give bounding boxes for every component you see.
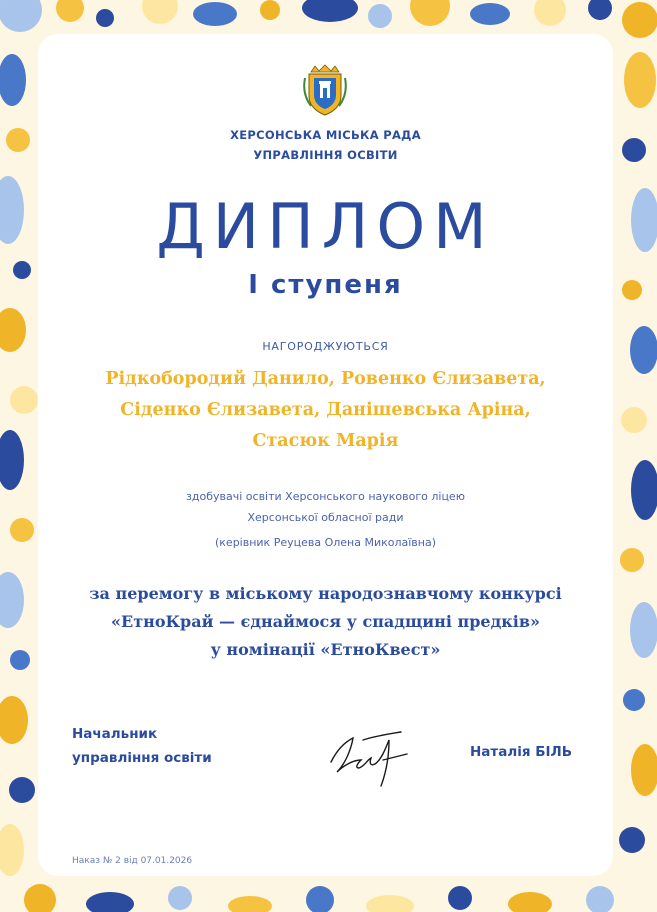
signatory-name: Наталія БІЛЬ <box>470 744 573 760</box>
students-description <box>38 486 613 528</box>
award-reason-line: у номінації «ЕтноКвест» <box>210 640 441 659</box>
signatory-title <box>72 722 212 770</box>
org-name-line2: УПРАВЛІННЯ ОСВІТИ <box>253 148 398 162</box>
students-description-line: Херсонської обласної ради <box>247 511 404 524</box>
signatory-title-line: Начальник <box>72 726 158 742</box>
award-reason-line: за перемогу в міському народознавчому конкурсі <box>89 584 562 603</box>
diploma-degree: І ступеня <box>248 270 403 300</box>
leader-text: (керівник Реуцева Олена Миколаївна) <box>214 536 437 549</box>
order-reference: Наказ № 2 від 07.01.2026 <box>72 856 193 866</box>
students-description-line: здобувачі освіти Херсонського наукового ліцею <box>186 490 465 503</box>
awardee-names-line: Стасюк Марія <box>252 431 399 451</box>
award-reason <box>48 580 603 664</box>
signatory-title-line: управління освіти <box>72 750 212 766</box>
awarded-label: НАГОРОДЖУЮТЬСЯ <box>262 340 389 353</box>
diploma-title: ДИПЛОМ <box>156 190 495 263</box>
kherson-coat-of-arms-icon <box>303 64 347 116</box>
diploma-card <box>38 34 613 876</box>
org-name-line1: ХЕРСОНСЬКА МІСЬКА РАДА <box>230 128 421 142</box>
handwritten-signature <box>323 720 413 790</box>
awardee-names-line: Сіденко Єлизавета, Данішевська Аріна, <box>120 400 531 420</box>
award-reason-line: «ЕтноКрай — єднаймося у спадщині предків» <box>111 612 540 631</box>
awardee-names <box>58 364 593 457</box>
awardee-names-line: Рідкобородий Данило, Ровенко Єлизавета, <box>105 369 546 389</box>
